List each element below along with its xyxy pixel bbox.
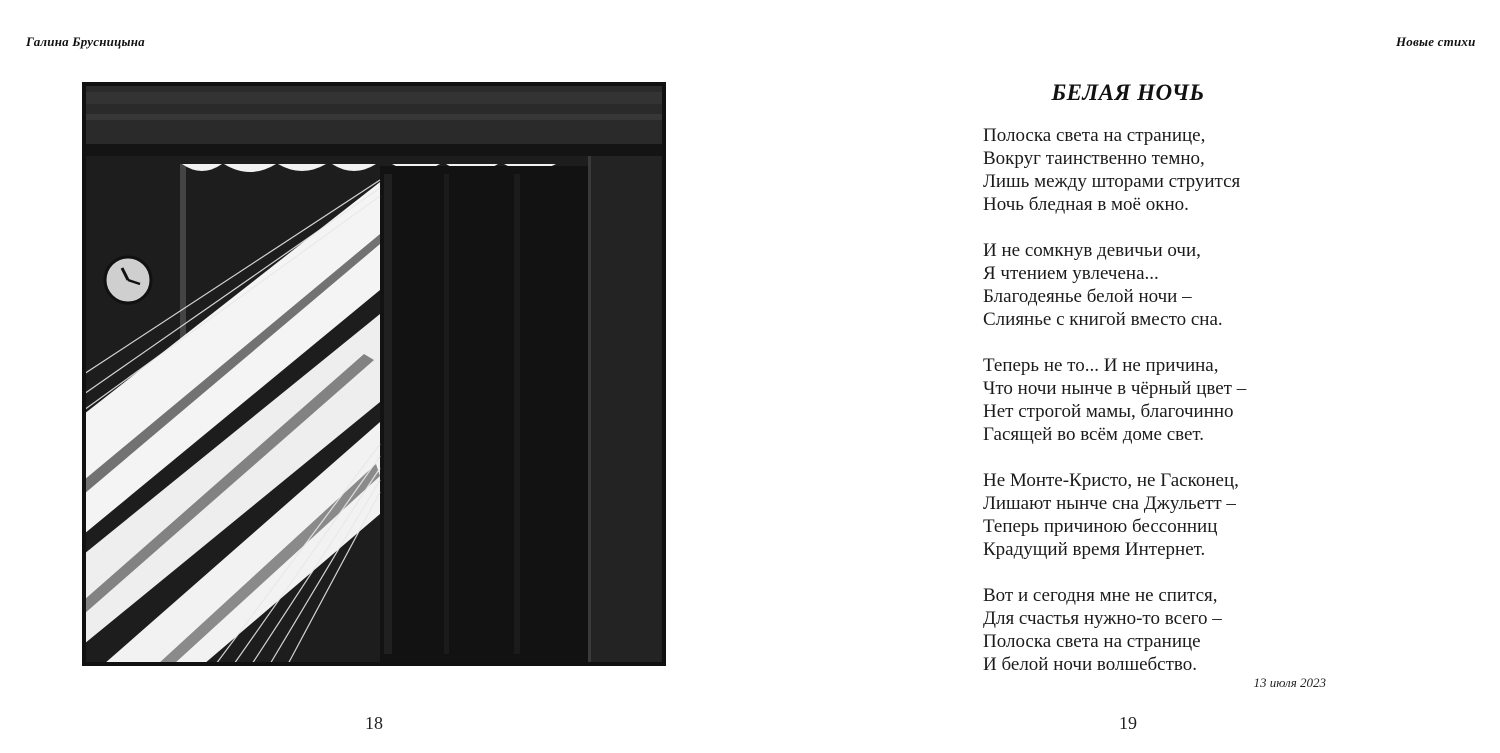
poem-line: Нет строгой мамы, благочинно xyxy=(983,401,1234,422)
poem-line: Вот и сегодня мне не спится, xyxy=(983,585,1218,606)
stanza-3 xyxy=(983,354,1343,446)
page-number-left: 18 xyxy=(365,713,383,733)
stanza-1 xyxy=(983,124,1343,216)
poem-date: 13 июля 2023 xyxy=(1253,675,1326,690)
poem-title: БЕЛАЯ НОЧЬ xyxy=(1051,80,1205,105)
running-head-author: Галина Брусницына xyxy=(26,34,145,49)
poem-line: Лишь между шторами струится xyxy=(983,171,1241,192)
stanza-4 xyxy=(983,469,1343,561)
poem-line: Теперь не то... И не причина, xyxy=(983,355,1219,376)
poem-line: Вокруг таинственно темно, xyxy=(983,148,1205,169)
poem-line: И белой ночи волшебство. xyxy=(983,654,1198,675)
stanza-2 xyxy=(983,239,1343,331)
poem-line: Полоска света на странице xyxy=(983,631,1201,652)
poem-line: Благодеянье белой ночи – xyxy=(983,286,1192,307)
poem-line: Полоска света на странице, xyxy=(983,125,1206,146)
poem-line: Гасящей во всём доме свет. xyxy=(983,424,1205,445)
window-curtain-drawing xyxy=(84,84,664,664)
poem-line: Что ночи нынче в чёрный цвет – xyxy=(983,378,1247,399)
poem-line: Слиянье с книгой вместо сна. xyxy=(983,309,1223,330)
poem-line: Теперь причиною бессонниц xyxy=(983,516,1218,537)
page-number-right: 19 xyxy=(1119,713,1137,733)
poem-line: И не сомкнув девичьи очи, xyxy=(983,240,1201,261)
illustration-white-night-window xyxy=(82,82,666,666)
poem-line: Для счастья нужно-то всего – xyxy=(983,608,1222,629)
stanza-5 xyxy=(983,584,1343,676)
poem-line: Ночь бледная в моё окно. xyxy=(983,194,1189,215)
poem-line: Крадущий время Интернет. xyxy=(983,539,1206,560)
poem-line: Лишают нынче сна Джульетт – xyxy=(983,493,1236,514)
poem-body xyxy=(983,124,1343,699)
running-head-section: Новые стихи xyxy=(1396,34,1476,49)
poem-line: Не Монте-Кристо, не Гасконец, xyxy=(983,470,1239,491)
poem-line: Я чтением увлечена... xyxy=(983,263,1159,284)
